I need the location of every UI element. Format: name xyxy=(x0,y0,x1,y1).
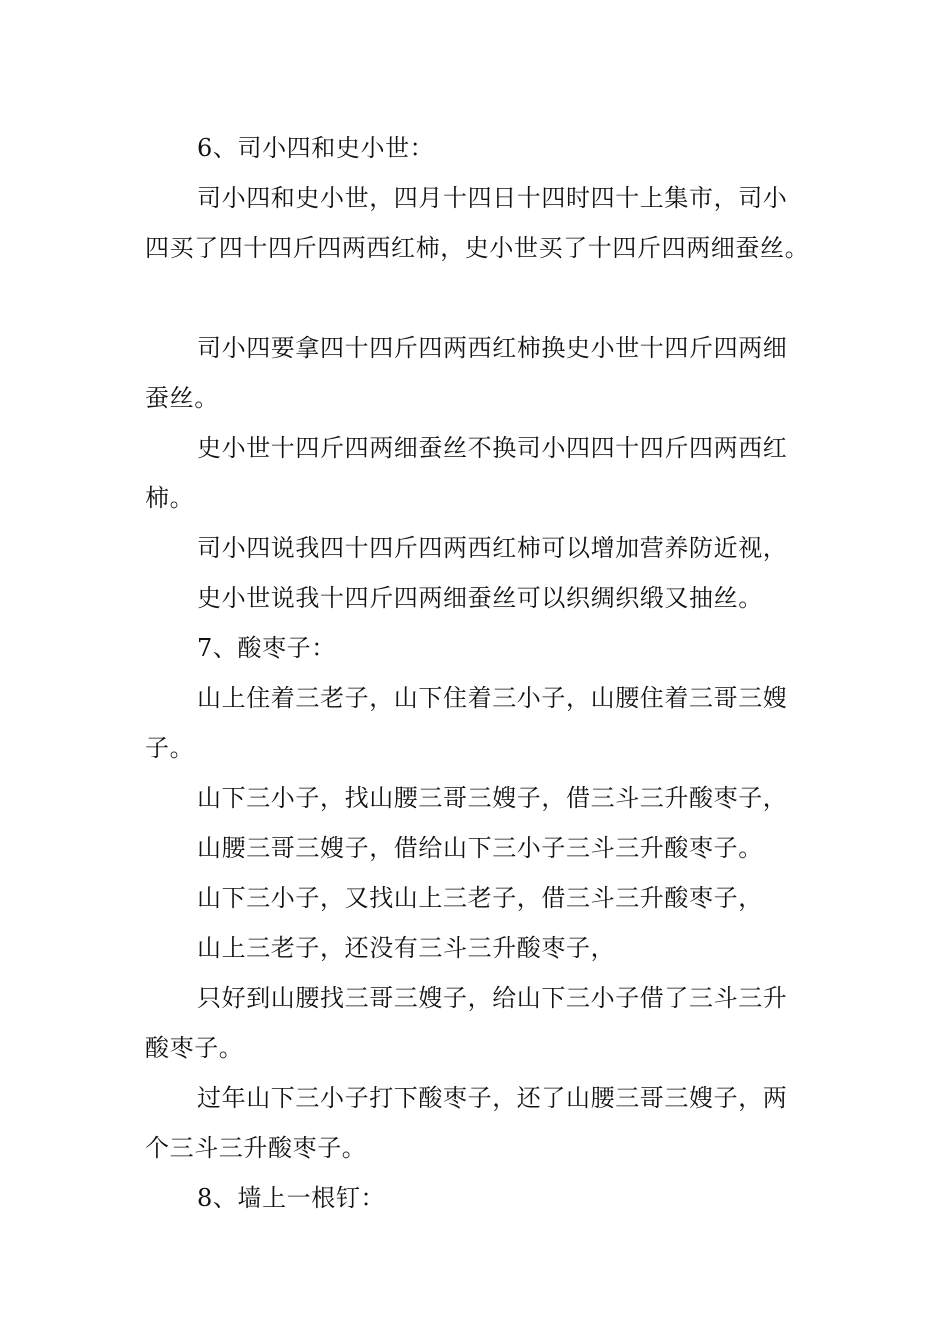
paragraph: 司小四要拿四十四斤四两西红柿换史小世十四斤四两细蚕丝。 xyxy=(145,334,788,412)
paragraph: 山下三小子，又找山上三老子，借三斗三升酸枣子， xyxy=(197,884,763,912)
paragraph: 过年山下三小子打下酸枣子，还了山腰三哥三嫂子，两个三斗三升酸枣子。 xyxy=(145,1084,788,1162)
paragraph: 史小世十四斤四两细蚕丝不换司小四四十四斤四两西红柿。 xyxy=(145,434,788,512)
paragraph: 山腰三哥三嫂子，借给山下三小子三斗三升酸枣子。 xyxy=(197,834,763,862)
paragraph: 只好到山腰找三哥三嫂子，给山下三小子借了三斗三升酸枣子。 xyxy=(145,984,788,1062)
heading-7: 7、酸枣子： xyxy=(197,634,336,662)
paragraph: 山上三老子，还没有三斗三升酸枣子， xyxy=(197,934,616,962)
paragraph: 山上住着三老子，山下住着三小子，山腰住着三哥三嫂子。 xyxy=(145,684,788,762)
paragraph: 史小世说我十四斤四两细蚕丝可以织绸织缎又抽丝。 xyxy=(197,584,763,612)
paragraph: 司小四和史小世，四月十四日十四时四十上集市，司小四买了四十四斤四两西红柿，史小世买了十四斤四两细蚕丝。 xyxy=(145,184,810,262)
paragraph: 司小四说我四十四斤四两西红柿可以增加营养防近视， xyxy=(197,534,788,562)
paragraph: 山下三小子，找山腰三哥三嫂子，借三斗三升酸枣子， xyxy=(197,784,788,812)
heading-8: 8、墙上一根钉： xyxy=(197,1184,386,1212)
heading-6: 6、司小四和史小世： xyxy=(197,134,435,162)
